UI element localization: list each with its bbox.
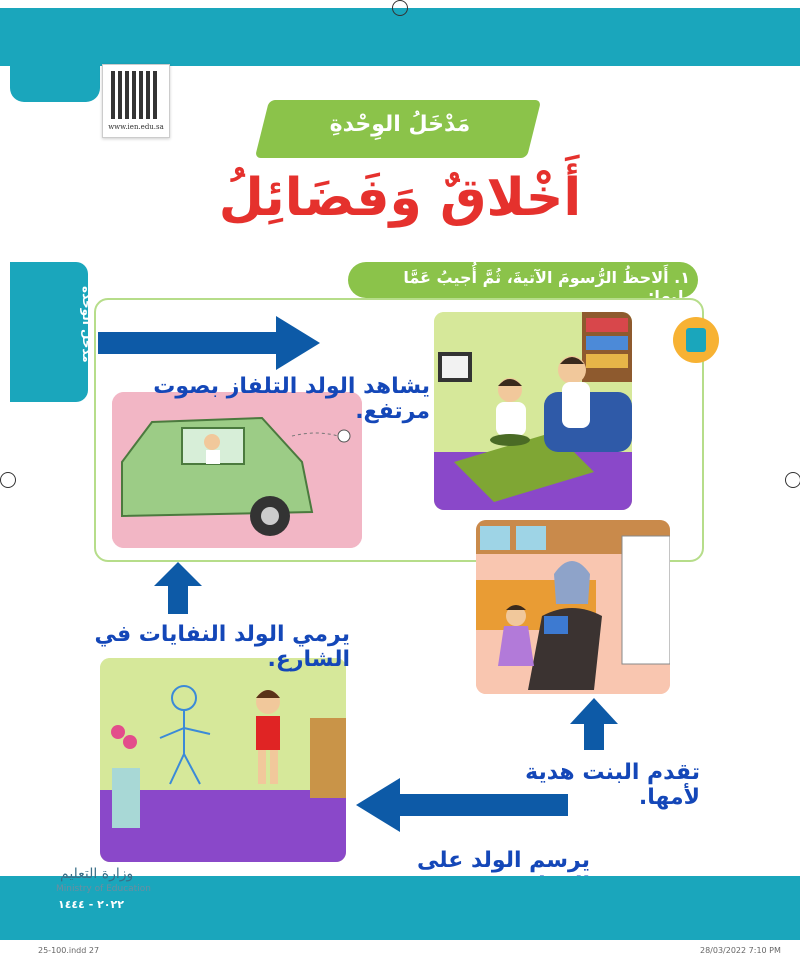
caption-litter: يرمي الولد النفايات في الشارع. xyxy=(94,622,350,672)
arrow-right-icon xyxy=(98,332,278,354)
footer-strip xyxy=(0,940,800,959)
registration-mark-icon xyxy=(0,472,16,488)
qr-url: www.ien.edu.sa xyxy=(108,123,164,131)
qr-code[interactable] xyxy=(102,64,170,138)
arrow-up-icon xyxy=(584,722,604,750)
arrow-up-icon xyxy=(570,698,618,724)
page-title: أَخْلاقٌ وَفَضَائِلُ xyxy=(218,168,582,228)
puzzle-icon xyxy=(673,317,719,363)
side-tab-label: مدخل الوحدة xyxy=(80,286,94,363)
arrow-up-icon xyxy=(168,584,188,614)
scene-gift-image xyxy=(476,520,670,694)
caption-wall: يرسم الولد على xyxy=(417,848,590,873)
question-text: ١. أَلاحظُ الرُّسومَ الآتيةَ، ثُمَّ أُجيبُ عَمَّا يليها: xyxy=(403,268,690,306)
arrow-left-icon xyxy=(356,778,400,832)
print-timestamp: 28/03/2022 7:10 PM xyxy=(700,946,781,955)
unit-intro-label: مَدْخَلُ الوِحْدةِ xyxy=(329,112,471,137)
header-band xyxy=(0,8,800,66)
ministry-logo-subtitle: Ministry of Education xyxy=(56,884,151,894)
scene-wall-image xyxy=(100,658,346,862)
caption-tv: يشاهد الولد التلفاز بصوت مرتفع. xyxy=(153,374,430,424)
registration-mark-icon xyxy=(785,472,800,488)
header-tab xyxy=(10,66,100,102)
file-slug: 25-100.indd 27 xyxy=(38,946,100,955)
caption-gift: تقدم البنت هدية لأمها. xyxy=(525,760,700,810)
arrow-right-icon xyxy=(276,316,320,370)
scene-tv-image xyxy=(434,312,632,510)
arrow-up-icon xyxy=(154,562,202,586)
edition-year: ٢٠٢٢ - ١٤٤٤ xyxy=(58,898,124,911)
registration-mark-icon xyxy=(392,0,408,16)
ministry-logo-text: وزارة التعليم xyxy=(60,866,134,882)
qr-icon xyxy=(111,71,159,119)
